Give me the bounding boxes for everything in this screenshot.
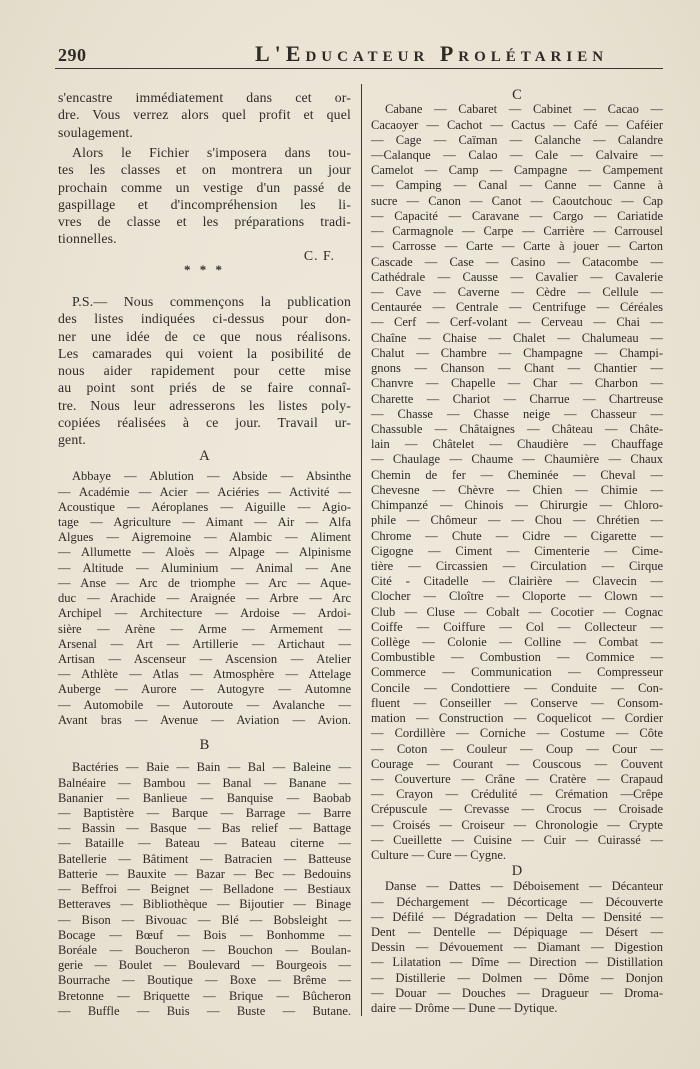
word-list-c-line: tière — Circassien — Circulation — Cirque (371, 558, 663, 573)
section-heading-a: A (199, 448, 210, 464)
word-list-c-line: — Crayon — Crédulité — Crémation —Crêpe (371, 787, 663, 802)
word-list-b-line: Balnéaire — Bambou — Banal — Banane — (58, 775, 351, 790)
running-title: L'Educateur Prolétarien (255, 41, 609, 66)
word-list-a-line: Archipel — Architecture — Ardoise — Ardoi- (58, 606, 351, 621)
paragraph-2-line: prochain comme un vestige d'un passé de (58, 179, 351, 195)
word-list-d-line: — Lilatation — Dîme — Direction — Distillation (371, 955, 663, 970)
word-list-c-line: Coiffe — Coiffure — Col — Collecteur — (371, 619, 663, 634)
word-list-c-line: Camelot — Camp — Campagne — Campement (371, 163, 663, 178)
word-list-c-line: Centaurée — Centrale — Centrifuge — Céréales (371, 300, 663, 315)
word-list-b-line: Bretonne — Briquette — Brique — Bûcheron (58, 988, 351, 1003)
word-list-c-line: Courage — Courant — Couscous — Couvent (371, 756, 663, 771)
word-list-c-line: mation — Construction — Coquelicot — Cordier (371, 711, 663, 726)
paragraph-1-line: s'encastre immédiatement dans cet or- (58, 90, 351, 105)
postscript-line: nous aider rapidement pour cette mise (58, 363, 351, 378)
word-list-c-line: fluent — Conseiller — Conserve — Consom- (371, 695, 663, 710)
word-list-c-line: Chimpanzé — Chinois — Chirurgie — Chloro- (371, 498, 663, 513)
word-list-c-line: gnons — Chanson — Chant — Chantier — (371, 361, 663, 376)
word-list-c-line: Charette — Chariot — Charrue — Chartreuse (371, 391, 663, 406)
word-list-c (371, 102, 663, 863)
word-list-c-line: Cabane — Cabaret — Cabinet — Cacao — (385, 102, 663, 117)
word-list-d (371, 879, 663, 1016)
word-list-d-line: Dent — Dentelle — Dépiquage — Désert — (371, 925, 663, 940)
postscript-line: P.S.— Nous commençons la publication (72, 294, 351, 309)
paragraph-1-line: dre. Vous verrez alors quel profit et quel (58, 107, 351, 123)
column-divider (361, 84, 362, 1016)
postscript-line: des listes indiquées ci-dessus pour don- (58, 311, 351, 327)
word-list-c-line: Collège — Colonie — Colline — Combat — (371, 635, 663, 650)
word-list-a-line: duc — Arachide — Araignée — Arbre — Arc (58, 591, 351, 606)
word-list-c-line: — Carmagnole — Carpe — Carrière — Carrousel (371, 224, 663, 239)
word-list-c-line: Chemin de fer — Cheminée — Cheval — (371, 467, 663, 482)
word-list-c-line: Cathédrale — Causse — Cavalier — Cavalerie (371, 269, 663, 284)
paragraph-1 (58, 89, 351, 141)
word-list-a-line: — Académie — Acier — Aciéries — Activité — (58, 484, 351, 499)
word-list-a-line: tage — Agriculture — Aimant — Air — Alfa (58, 515, 351, 530)
word-list-c-line: Clocher — Cloître — Cloporte — Clown — (371, 589, 663, 604)
word-list-c-line: phile — Chômeur — — Chou — Chrétien — (371, 513, 663, 528)
word-list-a-line: Artisan — Ascenseur — Ascension — Atelier (58, 652, 351, 667)
postscript-line: tre. Nous leur adresserons les listes poly- (58, 397, 351, 413)
word-list-c-line: Crépuscule — Crevasse — Crocus — Croisade (371, 802, 663, 817)
paragraph-1-line: soulagement. (58, 124, 133, 140)
word-list-a-line: Acoustique — Aéroplanes — Aiguille — Agio- (58, 499, 351, 514)
word-list-c-line: Cacaoyer — Cachot — Cactus — Café — Caféier (371, 117, 663, 132)
word-list-c-line: lain — Châtelet — Chaudière — Chauffage (371, 437, 663, 452)
word-list-a-line: Arsenal — Art — Artillerie — Artichaut — (58, 636, 351, 651)
word-list-a-line: Algues — Aigremoine — Alambic — Aliment (58, 530, 351, 545)
word-list-c-line: — Croisés — Croiseur — Chronologie — Crypte (371, 817, 663, 832)
word-list-a-line: Avant bras — Avenue — Aviation — Avion. (58, 712, 351, 727)
word-list-c-line: — Carrosse — Carte — Carte à jouer — Carton (371, 239, 663, 254)
word-list-b-line: Bourrache — Boutique — Boxe — Brême — (58, 973, 351, 988)
postscript-line: ner une idée de ce que nous réalisons. (58, 328, 351, 344)
postscript (58, 293, 351, 448)
word-list-b-line: Boréale — Boucheron — Bouchon — Boulan- (58, 943, 351, 958)
word-list-c-line: Combustible — Combustion — Commice — (371, 650, 663, 665)
word-list-a-line: Abbaye — Ablution — Abside — Absinthe (72, 469, 351, 484)
paragraph-2-line: vres de classe et les préparations tradi- (58, 214, 351, 229)
paragraph-2-line: tes les classes et on montrera un jour (58, 162, 351, 178)
word-list-c-line: —Calanque — Calao — Cale — Calvaire — (371, 148, 663, 163)
paragraph-2-line: gaspillage et d'incompréhension les li- (58, 196, 351, 212)
word-list-c-line: Chanvre — Chapelle — Char — Charbon — (371, 376, 663, 391)
word-list-b-line: Betteraves — Bibliothèque — Bijoutier — Binage (58, 897, 351, 912)
word-list-c-line: — Chasse — Chasse neige — Chasseur — (371, 406, 663, 421)
word-list-b-line: gerie — Boulet — Boulevard — Bourgeois — (58, 958, 351, 973)
word-list-a-line: — Allumette — Aloès — Alpage — Alpinisme (58, 545, 351, 560)
word-list-c-line: — Camping — Canal — Canne — Canne à (371, 178, 663, 193)
word-list-b-line: Bananier — Banlieue — Banquise — Baobab (58, 790, 351, 805)
word-list-c-line: — Cave — Caverne — Cèdre — Cellule — (371, 285, 663, 300)
word-list-a-line: — Altitude — Aluminium — Animal — Ane (58, 560, 351, 575)
word-list-c-line: Culture — Cure — Cygne. (371, 848, 507, 863)
word-list-c-line: Club — Cluse — Cobalt — Cocotier — Cognac (371, 604, 663, 619)
word-list-d-line: daire — Drôme — Dune — Dytique. (371, 1001, 558, 1016)
section-separator: * * * (184, 262, 225, 277)
word-list-b-line: — Bataille — Bateau — Bateau citerne — (58, 836, 351, 851)
word-list-c-line: Cigogne — Ciment — Cimenterie — Cime- (371, 543, 663, 558)
section-heading-b: B (199, 737, 210, 753)
word-list-b-line: Batterie — Bauxite — Bazar — Bec — Bedouins (58, 866, 351, 881)
word-list-c-line: — Couverture — Crâne — Cratère — Crapaud (371, 772, 663, 787)
word-list-b-line: — Bison — Bivouac — Blé — Bobsleight — (58, 912, 351, 927)
word-list-c-line: sucre — Canon — Canot — Caoutchouc — Cap (371, 193, 663, 208)
word-list-c-line: — Coton — Couleur — Coup — Cour — (371, 741, 663, 756)
word-list-b-line: Bocage — Bœuf — Bois — Bonhomme — (58, 927, 351, 942)
word-list-c-line: Concile — Condottiere — Conduite — Con- (371, 680, 663, 695)
word-list-d-line: Dessin — Dévouement — Diamant — Digestion (371, 940, 663, 955)
word-list-c-line: — Cueillette — Cuisine — Cuir — Cuirassé — (371, 832, 663, 847)
word-list-a (58, 469, 351, 728)
word-list-c-line: — Cordillère — Corniche — Costume — Côte (371, 726, 663, 741)
word-list-a-line: Auberge — Aurore — Autogyre — Automne (58, 682, 351, 697)
word-list-d-line: — Douar — Douches — Dragueur — Droma- (371, 985, 663, 1000)
word-list-c-line: Chrome — Chute — Cidre — Cigarette — (371, 528, 663, 543)
word-list-b-line: — Buffle — Buis — Buste — Butane. (58, 1003, 351, 1018)
word-list-c-line: — Capacité — Caravane — Cargo — Cariatide (371, 208, 663, 223)
word-list-c-line: — Cerf — Cerf-volant — Cerveau — Chai — (371, 315, 663, 330)
word-list-b-line: Batellerie — Bâtiment — Batracien — Batteuse (58, 851, 351, 866)
word-list-d-line: — Déchargement — Décorticage — Découverte (371, 894, 663, 909)
word-list-a-line: — Athlète — Atlas — Atmosphère — Attelage (58, 667, 351, 682)
word-list-d-line: — Distillerie — Dolmen — Dôme — Donjon (371, 970, 663, 985)
section-heading-d: D (511, 862, 523, 879)
word-list-c-line: Chassuble — Châtaignes — Château — Châte- (371, 421, 663, 436)
word-list-a-line: — Automobile — Autoroute — Avalanche — (58, 697, 351, 712)
word-list-a-line: sière — Arène — Arme — Armement — (58, 621, 351, 636)
header-rule (55, 68, 663, 69)
word-list-d-line: — Défilé — Dégradation — Delta — Densité — (371, 909, 663, 924)
word-list-b-line: — Beffroi — Beignet — Belladone — Bestiaux (58, 882, 351, 897)
word-list-b (58, 760, 351, 1019)
signature: C. F. (303, 248, 335, 263)
word-list-c-line: Commerce — Communication — Compresseur (371, 665, 663, 680)
word-list-b-line: — Baptistère — Barque — Barrage — Barre (58, 806, 351, 821)
word-list-b-line: Bactéries — Baie — Bain — Bal — Baleine — (72, 760, 351, 775)
paragraph-2 (58, 144, 351, 248)
postscript-line: Les camarades qui voient la posibilité de (58, 345, 351, 361)
word-list-c-line: Cité - Citadelle — Clairière — Clavecin — (371, 574, 663, 589)
word-list-a-line: — Anse — Arc de triomphe — Arc — Aque- (58, 575, 351, 590)
word-list-b-line: — Bassin — Basque — Bas relief — Battage (58, 821, 351, 836)
section-heading-c: C (512, 86, 522, 103)
word-list-c-line: Chaîne — Chaise — Chalet — Chalumeau — (371, 330, 663, 345)
word-list-c-line: Chevesne — Chèvre — Chien — Chimie — (371, 482, 663, 497)
postscript-line: copiées réalisées à ce jour. Travail ur- (58, 414, 351, 430)
page-number: 290 (58, 45, 87, 65)
word-list-c-line: — Chaulage — Chaume — Chaumière — Chaux (371, 452, 663, 467)
word-list-c-line: — Cage — Caïman — Calanche — Calandre (371, 132, 663, 147)
word-list-c-line: Cascade — Case — Casino — Catacombe — (371, 254, 663, 269)
postscript-line: au point sont priés de se faire connaî- (58, 380, 351, 396)
paragraph-2-line: tionnelles. (58, 231, 117, 247)
word-list-d-line: Danse — Dattes — Déboisement — Décanteur (385, 879, 663, 894)
word-list-c-line: Chalut — Chambre — Champagne — Champi- (371, 345, 663, 360)
postscript-line: gent. (58, 432, 86, 447)
paragraph-2-line: Alors le Fichier s'imposera dans tou- (72, 145, 351, 160)
